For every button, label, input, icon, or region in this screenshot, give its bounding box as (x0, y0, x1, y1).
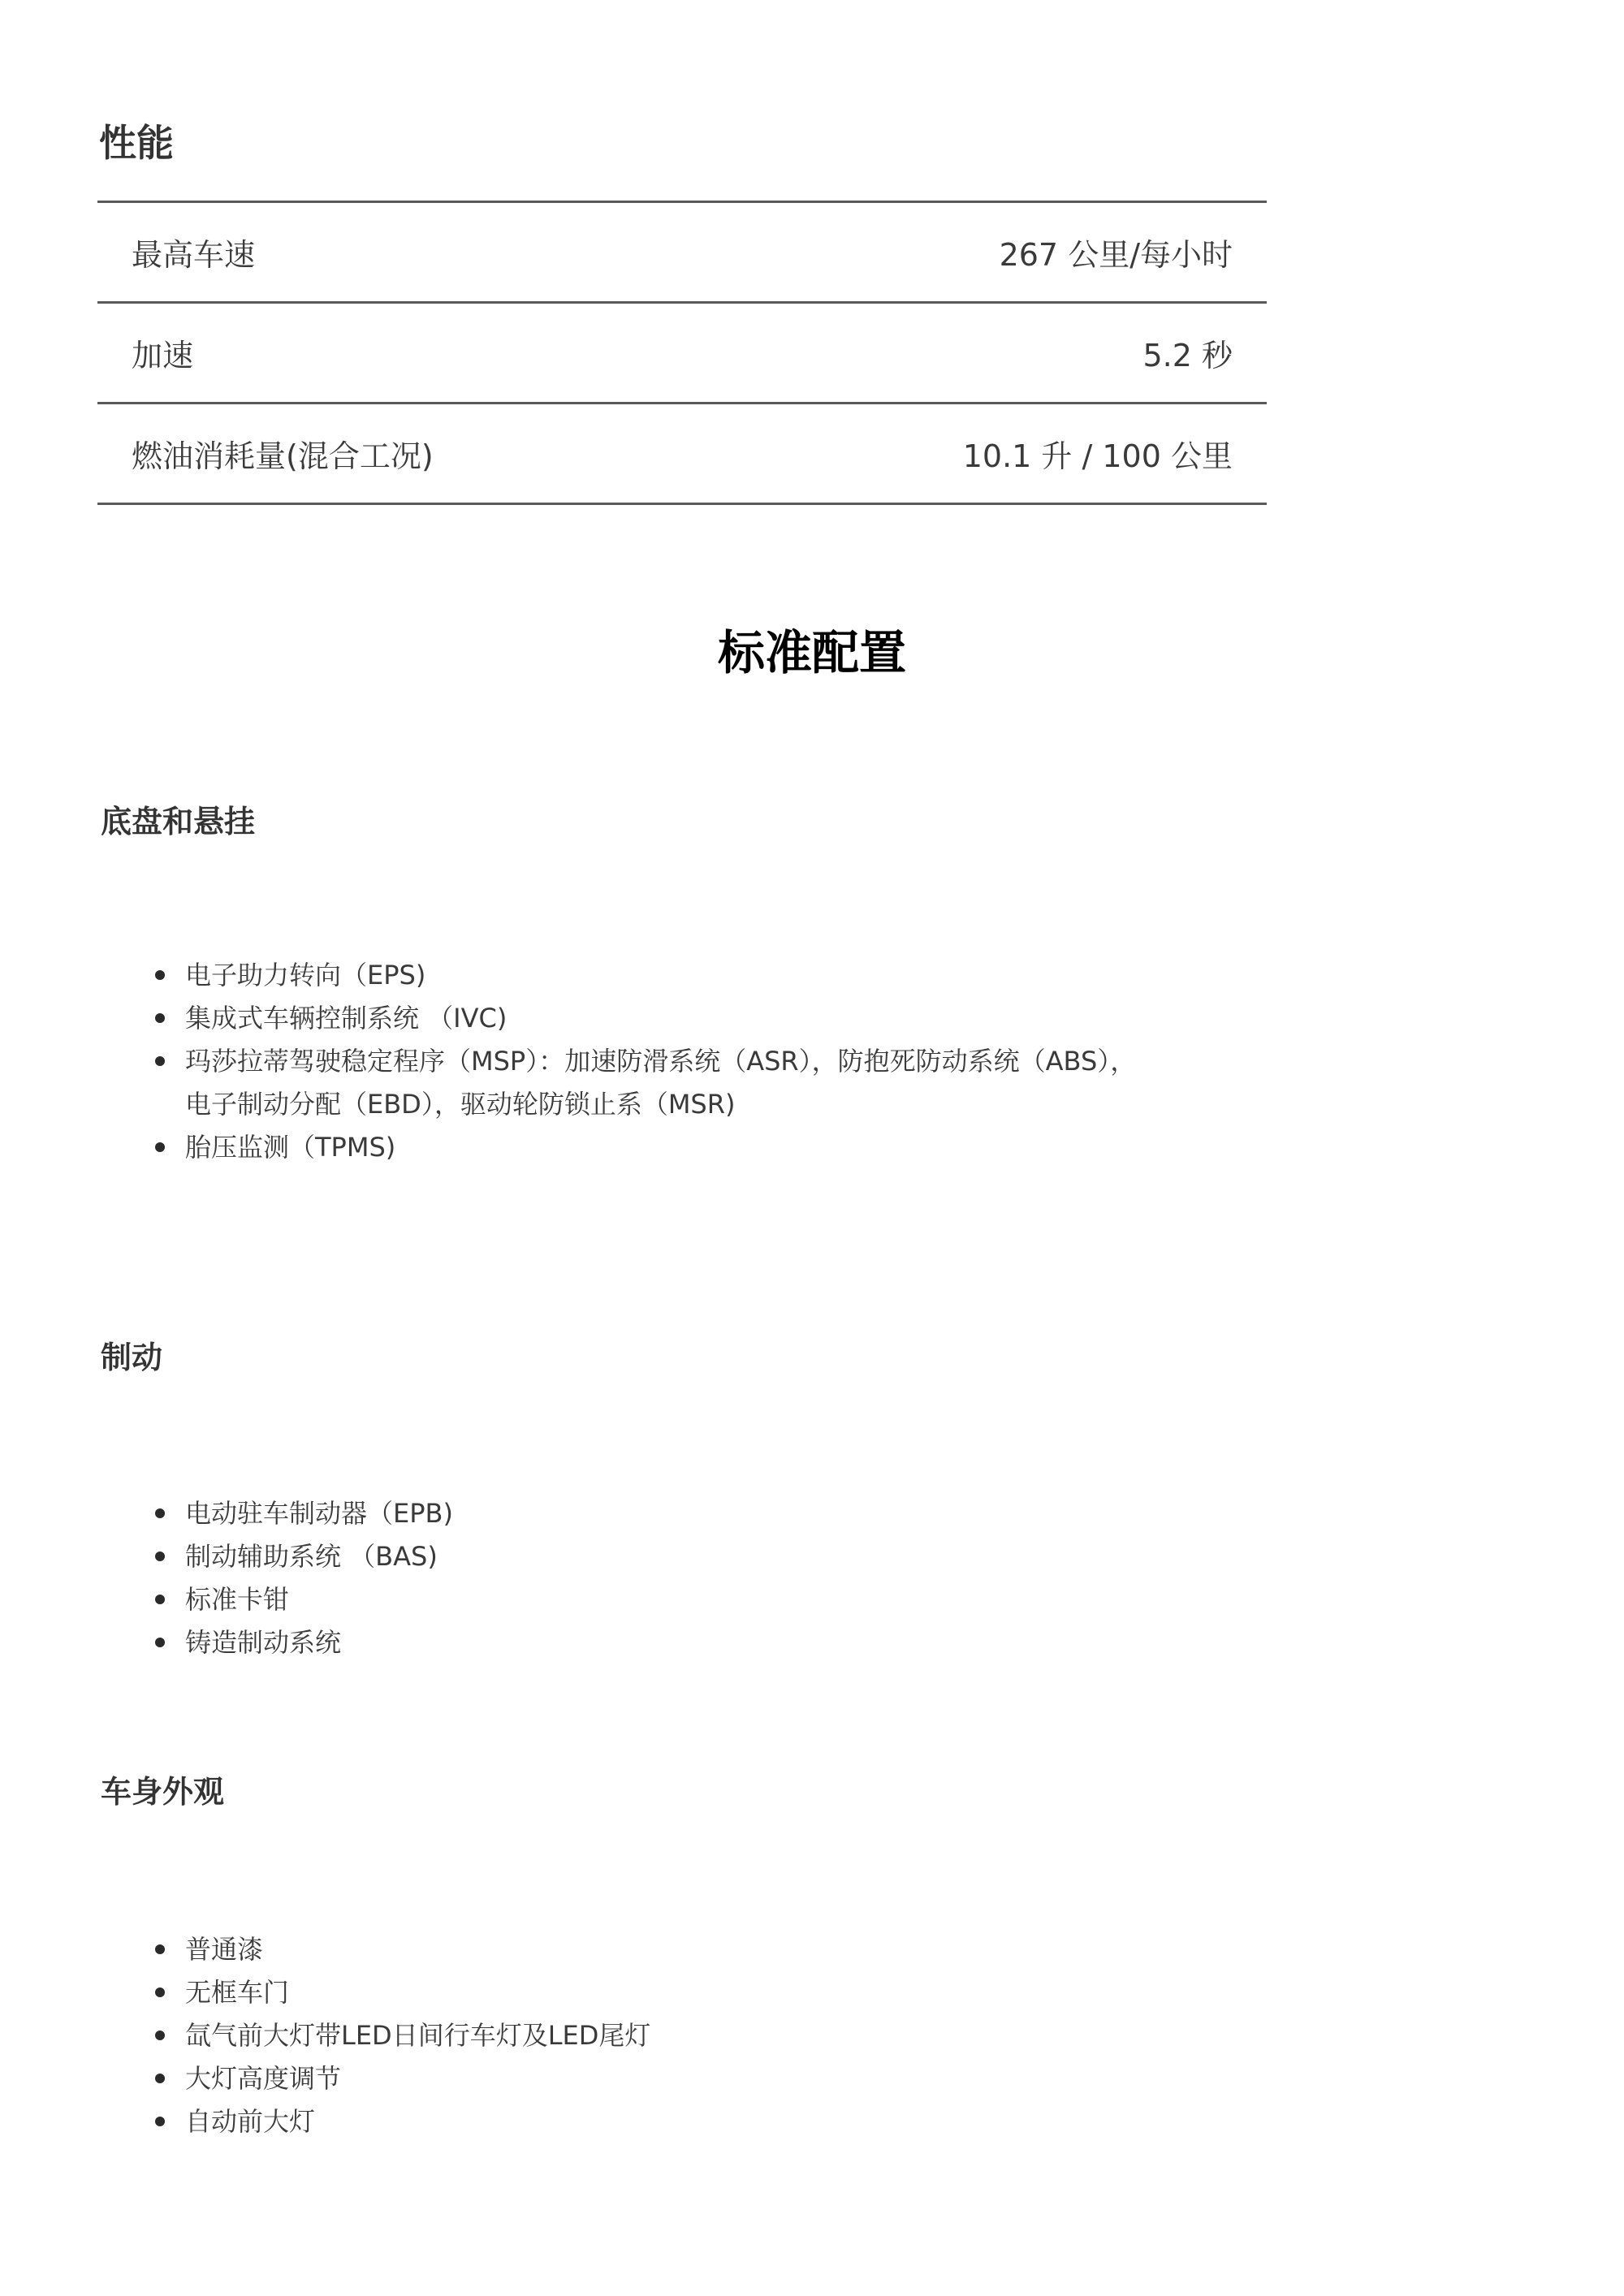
feature-list-chassis (153, 954, 1147, 1169)
section-heading-chassis: 底盘和悬挂 (101, 804, 256, 839)
list-item-text: 铸造制动系统 (185, 1627, 342, 1658)
list-item-text: 胎压监测（TPMS) (185, 1132, 396, 1163)
list-item-text: 大灯高度调节 (185, 2063, 342, 2094)
list-item (153, 1621, 1147, 1664)
bullet-icon (155, 1013, 165, 1023)
list-item-text: 玛莎拉蒂驾驶稳定程序（MSP）：加速防滑系统（ASR），防抱死防动系统（ABS），电子制动分配（EBD），驱动轮防锁止系（MSR) (185, 1046, 1137, 1120)
spec-value: 5.2 秒 (1142, 338, 1233, 373)
section-heading-braking: 制动 (101, 1340, 163, 1375)
spec-label: 最高车速 (132, 237, 256, 273)
bullet-icon (155, 2031, 165, 2040)
bullet-icon (155, 1987, 165, 1997)
list-item (153, 1928, 1147, 1971)
bullet-icon (155, 1056, 165, 1066)
list-item (153, 1126, 1147, 1169)
list-item-text: 自动前大灯 (185, 2106, 316, 2137)
bullet-icon (155, 1142, 165, 1152)
list-item-text: 集成式车辆控制系统 （IVC) (185, 1003, 508, 1034)
bullet-icon (155, 1552, 165, 1561)
list-item (153, 1578, 1147, 1621)
bullet-icon (155, 2074, 165, 2083)
feature-list-exterior (153, 1928, 1147, 2143)
list-item-text: 制动辅助系统 （BAS) (185, 1541, 438, 1572)
bullet-icon (155, 1638, 165, 1647)
spec-label: 燃油消耗量(混合工况) (132, 438, 434, 474)
list-item (153, 2014, 1147, 2057)
list-item (153, 1971, 1147, 2014)
spec-value: 267 公里/每小时 (999, 237, 1233, 273)
spec-row-top-speed (97, 201, 1267, 301)
list-item (153, 1492, 1147, 1535)
list-item-text: 氙气前大灯带LED日间行车灯及LED尾灯 (185, 2020, 651, 2051)
list-item (153, 2057, 1147, 2100)
standard-config-heading: 标准配置 (717, 625, 906, 680)
spec-value: 10.1 升 / 100 公里 (962, 438, 1233, 474)
list-item-text: 电动驻车制动器（EPB) (185, 1498, 453, 1529)
section-heading-exterior: 车身外观 (101, 1774, 225, 1810)
bullet-icon (155, 2117, 165, 2126)
list-item-text: 电子助力转向（EPS) (185, 960, 426, 990)
list-item (153, 1040, 1147, 1126)
bullet-icon (155, 1595, 165, 1604)
list-item-text: 无框车门 (185, 1977, 290, 2008)
feature-list-braking (153, 1492, 1147, 1664)
bullet-icon (155, 1944, 165, 1954)
list-item (153, 997, 1147, 1040)
spec-row-acceleration (97, 301, 1267, 402)
list-item-text: 标准卡钳 (185, 1584, 290, 1615)
bullet-icon (155, 970, 165, 980)
bullet-icon (155, 1508, 165, 1518)
performance-spec-table (97, 201, 1267, 505)
list-item (153, 1535, 1147, 1578)
spec-label: 加速 (132, 338, 194, 373)
list-item (153, 2100, 1147, 2143)
spec-row-fuel-consumption (97, 402, 1267, 505)
list-item-text: 普通漆 (185, 1934, 264, 1965)
performance-heading: 性能 (99, 121, 174, 165)
list-item (153, 954, 1147, 997)
